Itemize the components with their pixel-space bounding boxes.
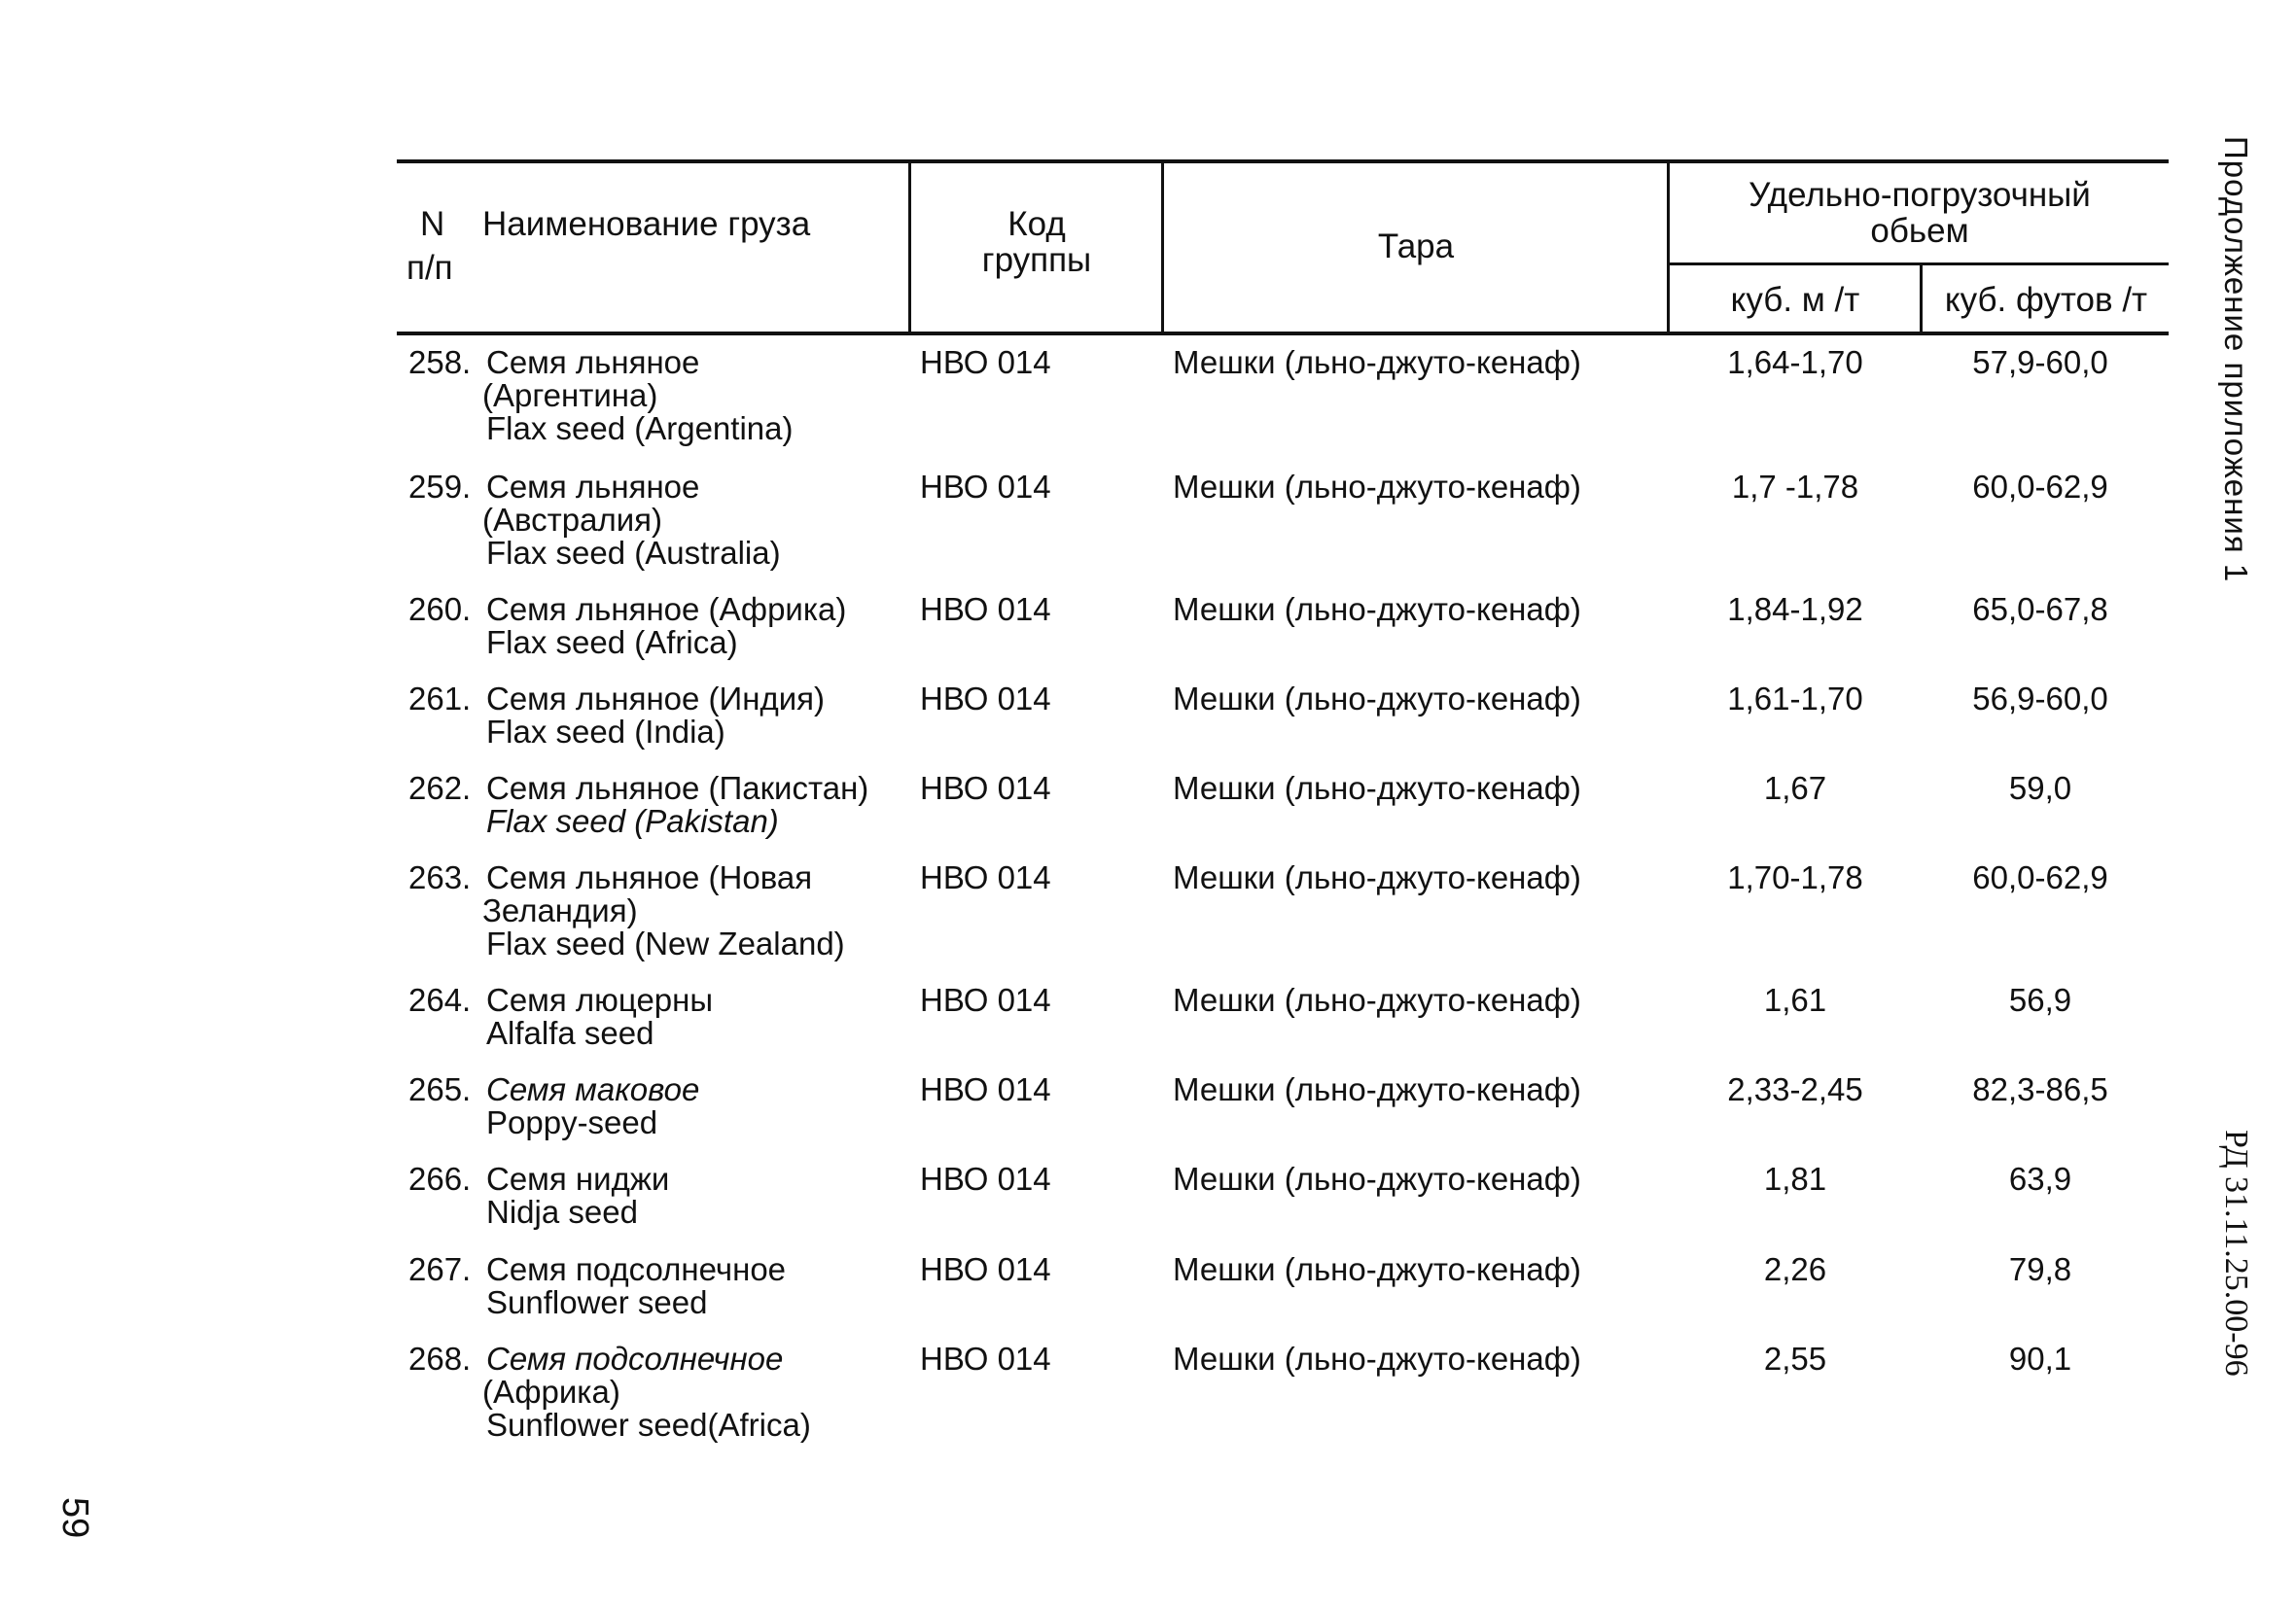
cargo-name [482,344,794,446]
cargo-name [482,1341,811,1443]
header-bottom-rule [397,332,2169,335]
cargo-name-ru: Семя льняное (Индия) [486,681,826,717]
col-divider-name-code [908,159,911,334]
header-volume-line1: Удельно-погрузочный [1748,176,2091,214]
tare: Мешки (льно-джуто-кенаф) [1173,591,1581,627]
group-code: НВО 014 [920,344,1051,380]
volume-cbm: 2,33-2,45 [1727,1071,1863,1107]
volume-cbft: 60,0-62,9 [1972,859,2108,895]
volume-cbm: 1,70-1,78 [1727,859,1863,895]
row-number: 259. [408,469,472,505]
tare: Мешки (льно-джуто-кенаф) [1173,1341,1581,1377]
cargo-name-en: Poppy-seed [486,1104,658,1140]
group-code: НВО 014 [920,681,1051,717]
volume-cbft: 57,9-60,0 [1972,344,2108,380]
row-number: 266. [408,1161,472,1197]
tare: Мешки (льно-джуто-кенаф) [1173,982,1581,1018]
cargo-name-en: Alfalfa seed [486,1015,654,1051]
row-number: 263. [408,859,472,895]
row-number: 258. [408,344,472,380]
cargo-name [486,593,846,659]
cargo-name [486,1073,699,1139]
cargo-name-ru: Семя льняное [486,469,700,505]
volume-cbm: 2,26 [1763,1251,1827,1287]
group-code: НВО 014 [920,982,1051,1018]
cargo-name [486,1163,669,1229]
volume-cbm: 1,84-1,92 [1727,591,1863,627]
cargo-name [486,984,713,1050]
cargo-name-ru-continued: (Африка) [482,1374,620,1410]
header-group-code [912,206,1161,278]
document-code: РД 31.11.25.00-96 [2218,1130,2254,1377]
volume-cbft: 60,0-62,9 [1972,469,2108,505]
cargo-name-en: Flax seed (Africa) [486,624,738,660]
volume-cbm: 1,67 [1763,770,1827,806]
header-code-line2: группы [981,241,1092,279]
row-number: 264. [408,982,472,1018]
row-number: 262. [408,770,472,806]
header-volume [1671,177,2169,249]
tare: Мешки (льно-джуто-кенаф) [1173,1161,1581,1197]
tare: Мешки (льно-джуто-кенаф) [1173,770,1581,806]
cargo-name-en: Nidja seed [486,1194,638,1230]
cargo-name-ru: Семя маковое [486,1071,700,1107]
header-cbm: куб. м /т [1730,281,1860,319]
header-tare: Тара [1377,227,1455,265]
row-number: 267. [408,1251,472,1287]
cargo-name [486,682,825,749]
cargo-name-ru-continued: (Аргентина) [482,377,658,413]
volume-cbm: 1,7 -1,78 [1731,469,1859,505]
volume-cbm: 2,55 [1763,1341,1827,1377]
tare: Мешки (льно-джуто-кенаф) [1173,681,1581,717]
volume-cbm: 1,61-1,70 [1727,681,1863,717]
tare: Мешки (льно-джуто-кенаф) [1173,1251,1581,1287]
cargo-name-en: Flax seed (Australia) [486,535,781,571]
volume-cbm: 1,81 [1763,1161,1827,1197]
page-number: 59 [54,1497,95,1539]
group-code: НВО 014 [920,1161,1051,1197]
header-cargo-name: Наименование груза [482,205,811,243]
cargo-name-ru: Семя льняное (Новая [486,859,813,895]
group-code: НВО 014 [920,770,1051,806]
continuation-note: Продолжение приложения 1 [2218,136,2254,583]
tare: Мешки (льно-джуто-кенаф) [1173,1071,1581,1107]
group-code: НВО 014 [920,1071,1051,1107]
cargo-name-en: Flax seed (Pakistan) [486,803,779,839]
cargo-name-en: Flax seed (New Zealand) [486,926,845,961]
group-code: НВО 014 [920,859,1051,895]
row-number: 265. [408,1071,472,1107]
volume-cbft: 59,0 [2008,770,2072,806]
group-code: НВО 014 [920,1341,1051,1377]
cargo-name-en: Flax seed (Argentina) [486,410,794,446]
header-num-sub: п/п [406,249,453,287]
cargo-name-ru-continued: Зеландия) [482,892,638,928]
volume-cbft: 79,8 [2008,1251,2072,1287]
group-code: НВО 014 [920,469,1051,505]
header-code-line1: Код [1007,205,1066,243]
volume-subheader-rule [1669,262,2169,265]
cargo-name-en: Sunflower seed [486,1284,708,1320]
volume-cbm: 1,64-1,70 [1727,344,1863,380]
tare: Мешки (льно-джуто-кенаф) [1173,859,1581,895]
cargo-name-ru: Семя подсолнечное [486,1341,784,1377]
row-number: 260. [408,591,472,627]
row-number: 268. [408,1341,472,1377]
col-divider-tare-volume [1667,159,1670,334]
header-cbft: куб. футов /т [1944,281,2148,319]
row-number: 261. [408,681,472,717]
header-num: N [420,205,445,243]
volume-cbft: 63,9 [2008,1161,2072,1197]
cargo-name [486,772,868,838]
cargo-name-en: Flax seed (India) [486,714,725,750]
cargo-name-ru: Семя льняное (Африка) [486,591,847,627]
cargo-name-en: Sunflower seed(Africa) [486,1407,811,1443]
col-divider-code-tare [1161,159,1164,334]
cargo-name-ru: Семя подсолнечное [486,1251,787,1287]
tare: Мешки (льно-джуто-кенаф) [1173,344,1581,380]
tare: Мешки (льно-джуто-кенаф) [1173,469,1581,505]
volume-cbft: 82,3-86,5 [1972,1071,2108,1107]
volume-cbft: 65,0-67,8 [1972,591,2108,627]
cargo-name [482,859,845,961]
header-volume-line2: обьем [1870,212,1969,250]
cargo-name [482,469,781,571]
cargo-name-ru: Семя люцерны [486,982,714,1018]
col-divider-cbm-cbft [1920,264,1923,334]
cargo-name-ru: Семя ниджи [486,1161,670,1197]
table-top-rule [397,159,2169,163]
group-code: НВО 014 [920,591,1051,627]
volume-cbft: 56,9-60,0 [1972,681,2108,717]
group-code: НВО 014 [920,1251,1051,1287]
cargo-name-ru-continued: (Австралия) [482,502,663,538]
volume-cbm: 1,61 [1763,982,1827,1018]
cargo-name-ru: Семя льняное [486,344,700,380]
volume-cbft: 56,9 [2008,982,2072,1018]
cargo-name-ru: Семя льняное (Пакистан) [486,770,869,806]
volume-cbft: 90,1 [2008,1341,2072,1377]
cargo-name [486,1253,786,1319]
